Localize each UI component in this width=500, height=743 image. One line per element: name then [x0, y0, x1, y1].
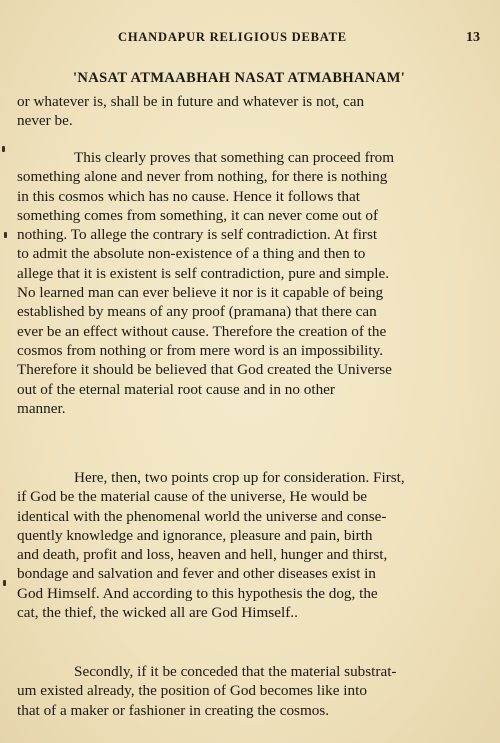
text-line: quently knowledge and ignorance, pleasure and pain, birth	[17, 526, 373, 544]
text-line: established by means of any proof (pramana) that there can	[17, 303, 377, 321]
paragraph-two-points	[17, 468, 473, 622]
text-line: No learned man can ever believe it nor is it capable of being	[17, 284, 384, 302]
running-title: CHANDAPUR RELIGIOUS DEBATE	[118, 30, 347, 44]
text-line: something alone and never from nothing, for there is nothing	[17, 168, 388, 186]
page-number: 13	[466, 30, 480, 45]
text-line: that of a maker or fashioner in creating the cosmos.	[17, 701, 330, 719]
text-line: Here, then, two points crop up for consideration. First,	[74, 469, 405, 486]
text-line: nothing. To allege the contrary is self contradiction. At first	[17, 226, 378, 244]
margin-speck	[4, 232, 7, 238]
text-line: never be.	[17, 112, 73, 130]
text-line: allege that it is existent is self contradiction, pure and simple.	[17, 264, 389, 282]
text-line: cosmos from nothing or from mere word is an impossibility.	[17, 341, 384, 359]
text-line: something comes from something, it can never come out of	[17, 206, 379, 224]
text-line: and death, profit and loss, heaven and hell, hunger and thirst,	[17, 546, 388, 564]
sanskrit-motto: 'NASAT ATMAABHAH NASAT ATMABHANAM'	[73, 70, 406, 86]
paragraph-continuation	[17, 92, 473, 131]
text-line: if God be the material cause of the universe, He would be	[17, 488, 368, 506]
text-line: out of the eternal material root cause and in no other	[17, 380, 335, 398]
text-line: This clearly proves that something can proceed from	[74, 149, 395, 166]
margin-speck	[3, 580, 6, 586]
paragraph-secondly	[17, 662, 473, 720]
text-line: cat, the thief, the wicked all are God Himself..	[17, 604, 298, 622]
text-line: um existed already, the position of God becomes like into	[17, 682, 367, 700]
margin-speck	[2, 146, 5, 152]
text-line: Therefore it should be believed that God created the Universe	[17, 361, 392, 379]
text-line: identical with the phenomenal world the universe and conse-	[17, 507, 387, 525]
text-line: in this cosmos which has no cause. Hence it follows that	[17, 187, 360, 205]
text-line: God Himself. And according to this hypothesis the dog, the	[17, 584, 378, 602]
text-line: manner.	[17, 399, 66, 417]
text-line: or whatever is, shall be in future and whatever is not, can	[17, 93, 365, 110]
text-line: Secondly, if it be conceded that the material substrat-	[74, 663, 397, 680]
paragraph-causation	[17, 148, 473, 418]
text-line: ever be an effect without cause. Therefore the creation of the	[17, 322, 387, 340]
text-line: bondage and salvation and fever and other diseases exist in	[17, 565, 376, 583]
text-line: to admit the absolute non-existence of a thing and then to	[17, 245, 366, 263]
